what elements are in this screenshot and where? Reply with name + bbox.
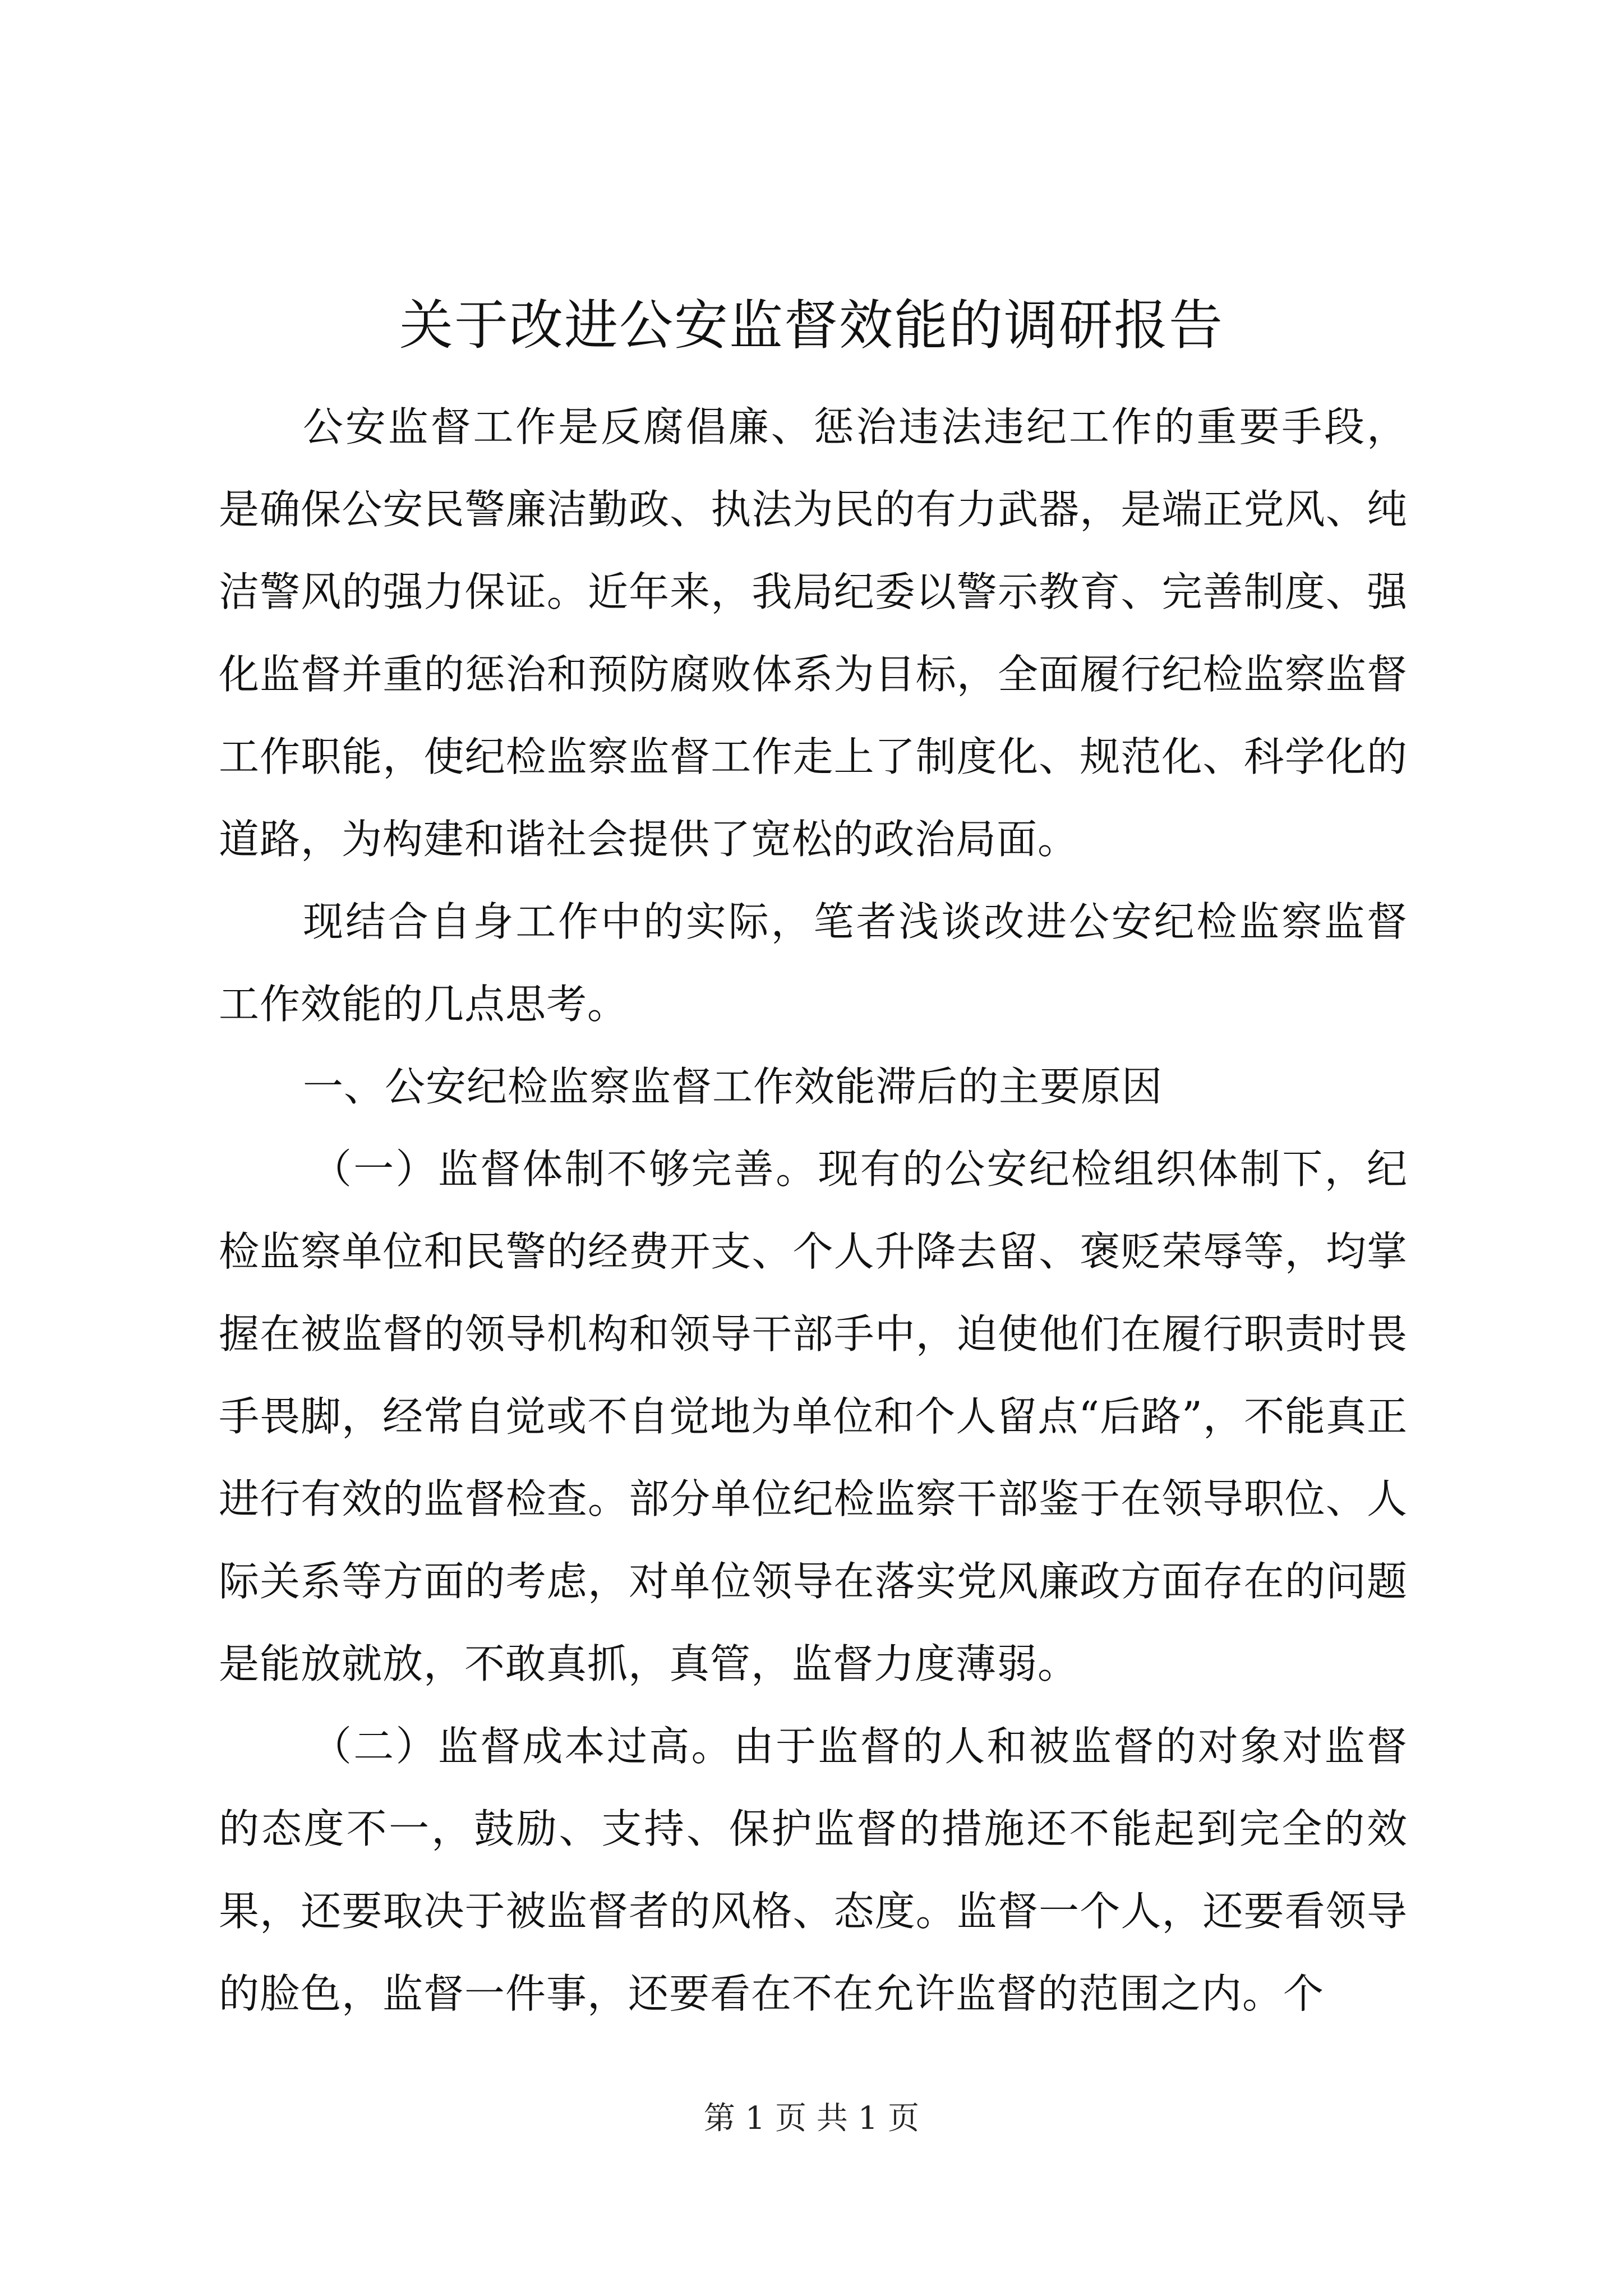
- paragraph-point-2: （二）监督成本过高。由于监督的人和被监督的对象对监督的态度不一，鼓励、支持、保护监督的措施还不能起到完全的效果，还要取决于被监督者的风格、态度。监督一个人，还要看领导的脸色，监督一件事，还要看在不在允许监督的范围之内。个: [219, 1723, 1408, 2017]
- section-heading-1: 一、公安纪检监察监督工作效能滞后的主要原因: [303, 1063, 1163, 1110]
- paragraph-point-1: （一）监督体制不够完善。现有的公安纪检组织体制下，纪检监察单位和民警的经费开支、个人升降去留、褒贬荣辱等，均掌握在被监督的领导机构和领导干部手中，迫使他们在履行职责时畏手畏脚，经常自觉或不自觉地为单位和个人留点“后路”，不能真正进行有效的监督检查。部分单位纪检监察干部鉴于在领导职位、人际关系等方面的考虑，对单位领导在落实党风廉政方面存在的问题是能放就放，不敢真抓，真管，监督力度薄弱。: [219, 1145, 1408, 1687]
- paragraph-purpose: 现结合自身工作中的实际，笔者浅谈改进公安纪检监察监督工作效能的几点思考。: [219, 898, 1408, 1028]
- document-title: 关于改进公安监督效能的调研报告: [399, 294, 1224, 357]
- document-body: [219, 386, 1408, 2035]
- paragraph-intro: 公安监督工作是反腐倡廉、惩治违法违纪工作的重要手段，是确保公安民警廉洁勤政、执法为民的有力武器，是端正党风、纯洁警风的强力保证。近年来，我局纪委以警示教育、完善制度、强化监督并重的惩治和预防腐败体系为目标，全面履行纪检监察监督工作职能，使纪检监察监督工作走上了制度化、规范化、科学化的道路，为构建和谐社会提供了宽松的政治局面。: [219, 403, 1408, 863]
- page-number-footer: 第 1 页 共 1 页: [703, 2100, 920, 2137]
